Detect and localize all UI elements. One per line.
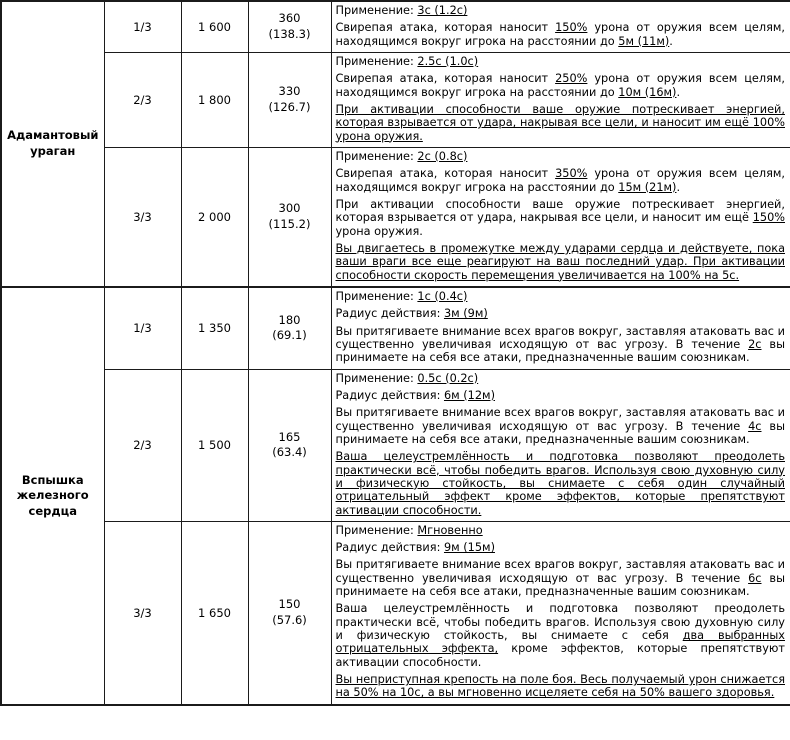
value-cell <box>248 147 331 286</box>
text-segment: Применение: <box>335 371 418 385</box>
highlighted-value: 3м (9м) <box>443 307 488 321</box>
text-segment: . <box>676 180 681 194</box>
text-segment: Ваша целеустремлённость и подготовка позволяют преодолеть практически всё, чтобы победить врагов. Используя свою духовную силу и физическую стойкость, вы снимаете с себя <box>335 602 785 643</box>
value-secondary: (126.7) <box>268 99 311 114</box>
table-row <box>1 521 790 704</box>
table-row <box>1 52 790 147</box>
table-row <box>1 369 790 521</box>
description-paragraph <box>336 307 786 320</box>
rank-cell: 1/3 <box>104 1 181 52</box>
value-main: 150 <box>278 597 301 612</box>
description-paragraph <box>336 290 786 303</box>
highlighted-value: 2с (0.8с) <box>417 149 468 163</box>
highlighted-value: 6м (12м) <box>443 388 495 402</box>
highlighted-value: 3с (1.2с) <box>417 4 468 17</box>
description-cell <box>331 369 790 521</box>
rank-cell: 3/3 <box>104 147 181 286</box>
cost-cell: 1 350 <box>181 287 248 369</box>
text-segment: Вы притягиваете внимание всех врагов вокруг, заставляя атаковать вас и существенно увеличивая исходящую от вас угрозу. В течение <box>335 324 785 351</box>
text-segment: Применение: <box>335 149 418 163</box>
text-segment: Радиус действия: <box>335 307 444 321</box>
text-segment: При активации способности ваше оружие потрескивает энергией, которая взрывается от удара, накрывая все цели, и наносит им ещё <box>335 197 785 225</box>
table-row <box>1 287 790 369</box>
text-segment: Свирепая атака, которая наносит <box>335 167 556 181</box>
description-paragraph <box>336 150 786 163</box>
description-paragraph <box>336 72 786 99</box>
value-main: 360 <box>278 11 301 26</box>
text-segment: Вы притягиваете внимание всех врагов вокруг, заставляя атаковать вас и существенно увеличивая исходящую от вас угрозу. В течение <box>335 406 785 433</box>
text-segment: Применение: <box>335 523 418 537</box>
description-paragraph <box>336 406 786 446</box>
text-segment: Радиус действия: <box>335 388 444 402</box>
table-row <box>1 1 790 52</box>
text-segment: урона от оружия всем целям, находящимся вокруг игрока на расстоянии до <box>335 167 785 194</box>
value-cell <box>248 521 331 704</box>
description-paragraph <box>336 4 786 17</box>
text-segment: Вы притягиваете внимание всех врагов вокруг, заставляя атаковать вас и существенно увеличивая исходящую от вас угрозу. В течение <box>335 558 785 585</box>
highlighted-value: 6с <box>748 571 762 585</box>
value-secondary: (138.3) <box>268 26 311 41</box>
description-cell <box>331 147 790 286</box>
text-segment: урона оружия. <box>335 224 423 238</box>
cost-cell: 1 500 <box>181 369 248 521</box>
value-main: 300 <box>278 201 301 216</box>
text-segment: Применение: <box>335 54 418 68</box>
highlighted-value: 2с <box>748 337 762 351</box>
value-secondary: (115.2) <box>268 216 311 231</box>
highlighted-value: При активации способности ваше оружие потрескивает энергией, которая взрывается от удара, накрывая все цели, и наносит им ещё 100% урона оружия. <box>335 102 785 143</box>
text-segment: Применение: <box>335 4 418 17</box>
description-paragraph <box>336 450 786 517</box>
text-segment: урона от оружия всем целям, находящимся вокруг игрока на расстоянии до <box>335 21 785 48</box>
highlighted-value: 2.5с (1.0с) <box>417 54 479 68</box>
rank-cell: 2/3 <box>104 52 181 147</box>
rank-cell: 3/3 <box>104 521 181 704</box>
highlighted-value: 150% <box>752 211 785 225</box>
highlighted-value: 5м (11м) <box>618 34 670 48</box>
cost-cell: 2 000 <box>181 147 248 286</box>
description-cell <box>331 287 790 369</box>
highlighted-value: Мгновенно <box>417 523 483 537</box>
value-cell <box>248 1 331 52</box>
description-paragraph <box>336 372 786 385</box>
rank-cell: 1/3 <box>104 287 181 369</box>
description-paragraph <box>336 21 786 48</box>
text-segment: вы принимаете на себя все атаки, предназначенные вашим союзникам. <box>335 337 785 365</box>
value-cell <box>248 52 331 147</box>
ability-name-cell: Вспышка железного сердца <box>1 287 104 705</box>
description-paragraph <box>336 602 786 669</box>
ability-table-body <box>1 1 790 705</box>
highlighted-value: 9м (15м) <box>443 541 495 555</box>
description-paragraph <box>336 55 786 68</box>
highlighted-value: 15м (21м) <box>618 180 677 194</box>
highlighted-value: 1с (0.4с) <box>417 289 468 303</box>
text-segment: Свирепая атака, которая наносит <box>335 21 556 35</box>
highlighted-value: два выбранных отрицательных эффекта, <box>335 629 785 656</box>
highlighted-value: 250% <box>555 72 588 86</box>
value-cell <box>248 369 331 521</box>
text-segment: . <box>676 85 681 99</box>
value-main: 180 <box>278 312 301 327</box>
ability-name-cell: Адамантовый ураган <box>1 1 104 287</box>
cost-cell: 1 650 <box>181 521 248 704</box>
highlighted-value: Вы неприступная крепость на поле боя. Весь получаемый урон снижается на 50% на 10с, а вы мгновенно исцеляете себя на 50% вашего здоровья. <box>335 673 785 700</box>
text-segment: . <box>669 34 673 48</box>
table-row <box>1 147 790 286</box>
text-segment: вы принимаете на себя все атаки, предназначенные вашим союзникам. <box>335 419 785 446</box>
description-paragraph <box>336 325 786 365</box>
description-paragraph <box>336 103 786 143</box>
description-paragraph <box>336 242 786 282</box>
value-cell <box>248 287 331 369</box>
value-secondary: (63.4) <box>272 445 307 460</box>
description-paragraph <box>336 198 786 238</box>
highlighted-value: 10м (16м) <box>618 85 677 99</box>
text-segment: урона от оружия всем целям, находящимся вокруг игрока на расстоянии до <box>335 72 785 99</box>
description-paragraph <box>336 541 786 554</box>
highlighted-value: 4с <box>748 419 762 433</box>
value-main: 165 <box>278 429 301 444</box>
highlighted-value: 0.5с (0.2с) <box>417 371 479 385</box>
highlighted-value: Ваша целеустремлённость и подготовка позволяют преодолеть практически всё, чтобы победить врагов. Используя свою духовную силу и физическую стойкость, вы снимаете с себя один случайный отрицательный эффект кроме эффектов, которые препятствуют активации способности. <box>335 450 785 517</box>
cost-cell: 1 600 <box>181 1 248 52</box>
value-secondary: (57.6) <box>272 612 307 627</box>
description-paragraph <box>336 558 786 598</box>
description-paragraph <box>336 167 786 194</box>
value-main: 330 <box>278 84 301 99</box>
text-segment: кроме эффектов, которые препятствуют активации способности. <box>335 642 785 669</box>
description-cell <box>331 521 790 704</box>
highlighted-value: 350% <box>555 167 588 181</box>
highlighted-value: Вы двигаетесь в промежутке между ударами сердца и действуете, пока ваши враги все еще реагируют на ваш последний удар. При активации способности скорость перемещения увеличивается на 100% на 5с. <box>335 241 785 282</box>
text-segment: Свирепая атака, которая наносит <box>335 72 556 86</box>
description-paragraph <box>336 673 786 700</box>
text-segment: Применение: <box>335 289 418 303</box>
cost-cell: 1 800 <box>181 52 248 147</box>
text-segment: Радиус действия: <box>335 541 444 555</box>
text-segment: вы принимаете на себя все атаки, предназначенные вашим союзникам. <box>335 571 785 599</box>
highlighted-value: 150% <box>555 21 588 35</box>
description-paragraph <box>336 524 786 537</box>
description-paragraph <box>336 389 786 402</box>
description-cell <box>331 52 790 147</box>
description-cell <box>331 1 790 52</box>
rank-cell: 2/3 <box>104 369 181 521</box>
value-secondary: (69.1) <box>272 328 307 343</box>
